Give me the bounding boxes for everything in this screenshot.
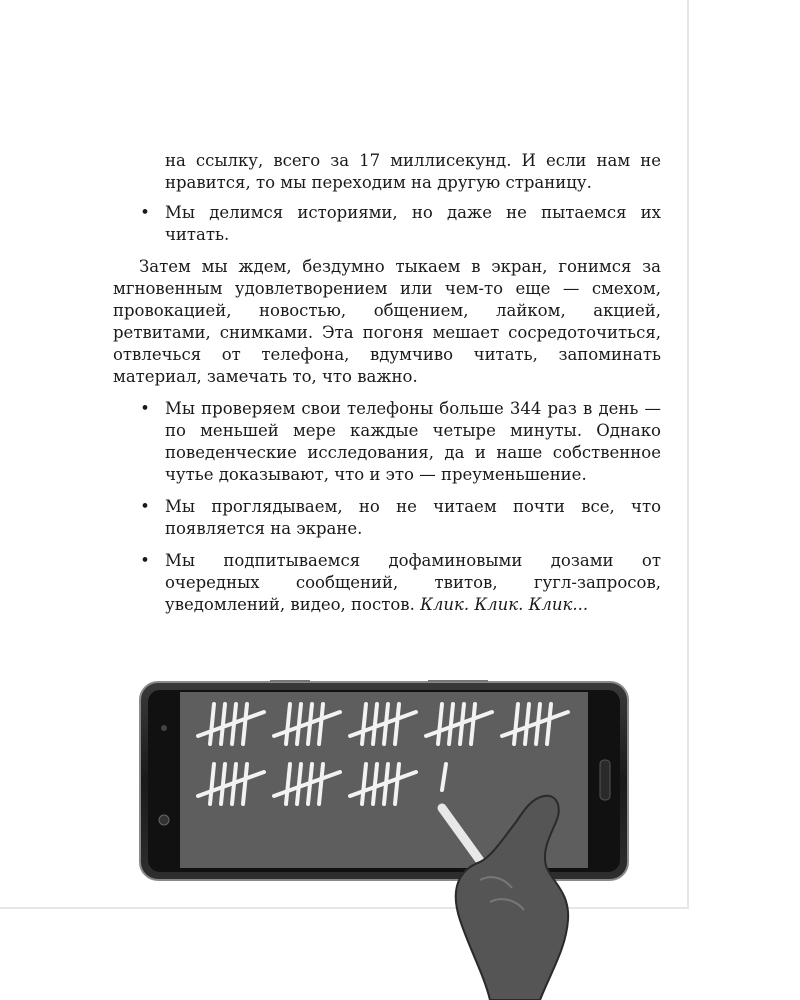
side-button: [270, 680, 310, 682]
side-button: [428, 680, 488, 682]
list-item: [113, 550, 661, 616]
bullet-icon: •: [140, 551, 150, 570]
list-item: [113, 398, 661, 486]
bullet-icon: •: [140, 497, 150, 516]
body-text: [113, 150, 661, 626]
list-item-text: Мы подпитываемся дофаминовыми дозами от очередных сообщений, твитов, гугл-запросов, уведомлений, видео, постов.: [165, 551, 661, 614]
click-click-italic: Клик. Клик. Клик...: [420, 595, 589, 614]
list-item: [113, 496, 661, 540]
continuation-text: на ссылку, всего за 17 миллисекунд. И если нам не нравится, то мы переходим на другую страницу.: [165, 151, 661, 192]
list-item: [113, 202, 661, 246]
hand-illustration: [420, 770, 590, 1000]
bullet-icon: •: [140, 203, 150, 222]
home-button: [600, 760, 610, 800]
list-item-text: Мы проглядываем, но не читаем почти все, что появляется на экране.: [165, 497, 661, 538]
bullet-icon: •: [140, 399, 150, 418]
paragraph: Затем мы ждем, бездумно тыкаем в экран, гонимся за мгновенным удовлетворением или чем-то еще — смехом, провокацией, новостью, общением, лайком, акцией, ретвитами, снимками. Эта погоня мешает сосредоточиться, отвлечься от телефона, вдумчиво читать, запоминать материал, замечать то, что важно.: [113, 257, 661, 386]
list-item-text: Мы делимся историями, но даже не пытаемся их читать.: [165, 203, 661, 244]
camera-icon: [161, 725, 167, 731]
list-item-text: Мы проверяем свои телефоны больше 344 раз в день — по меньшей мере каждые четыре минуты. Однако поведенческие исследования, да и наше собственное чутье доказывают, что и это — преуменьшение.: [165, 399, 661, 484]
hand-shape: [456, 796, 568, 1000]
page-edge-right: [687, 0, 689, 908]
sensor-icon: [159, 815, 169, 825]
